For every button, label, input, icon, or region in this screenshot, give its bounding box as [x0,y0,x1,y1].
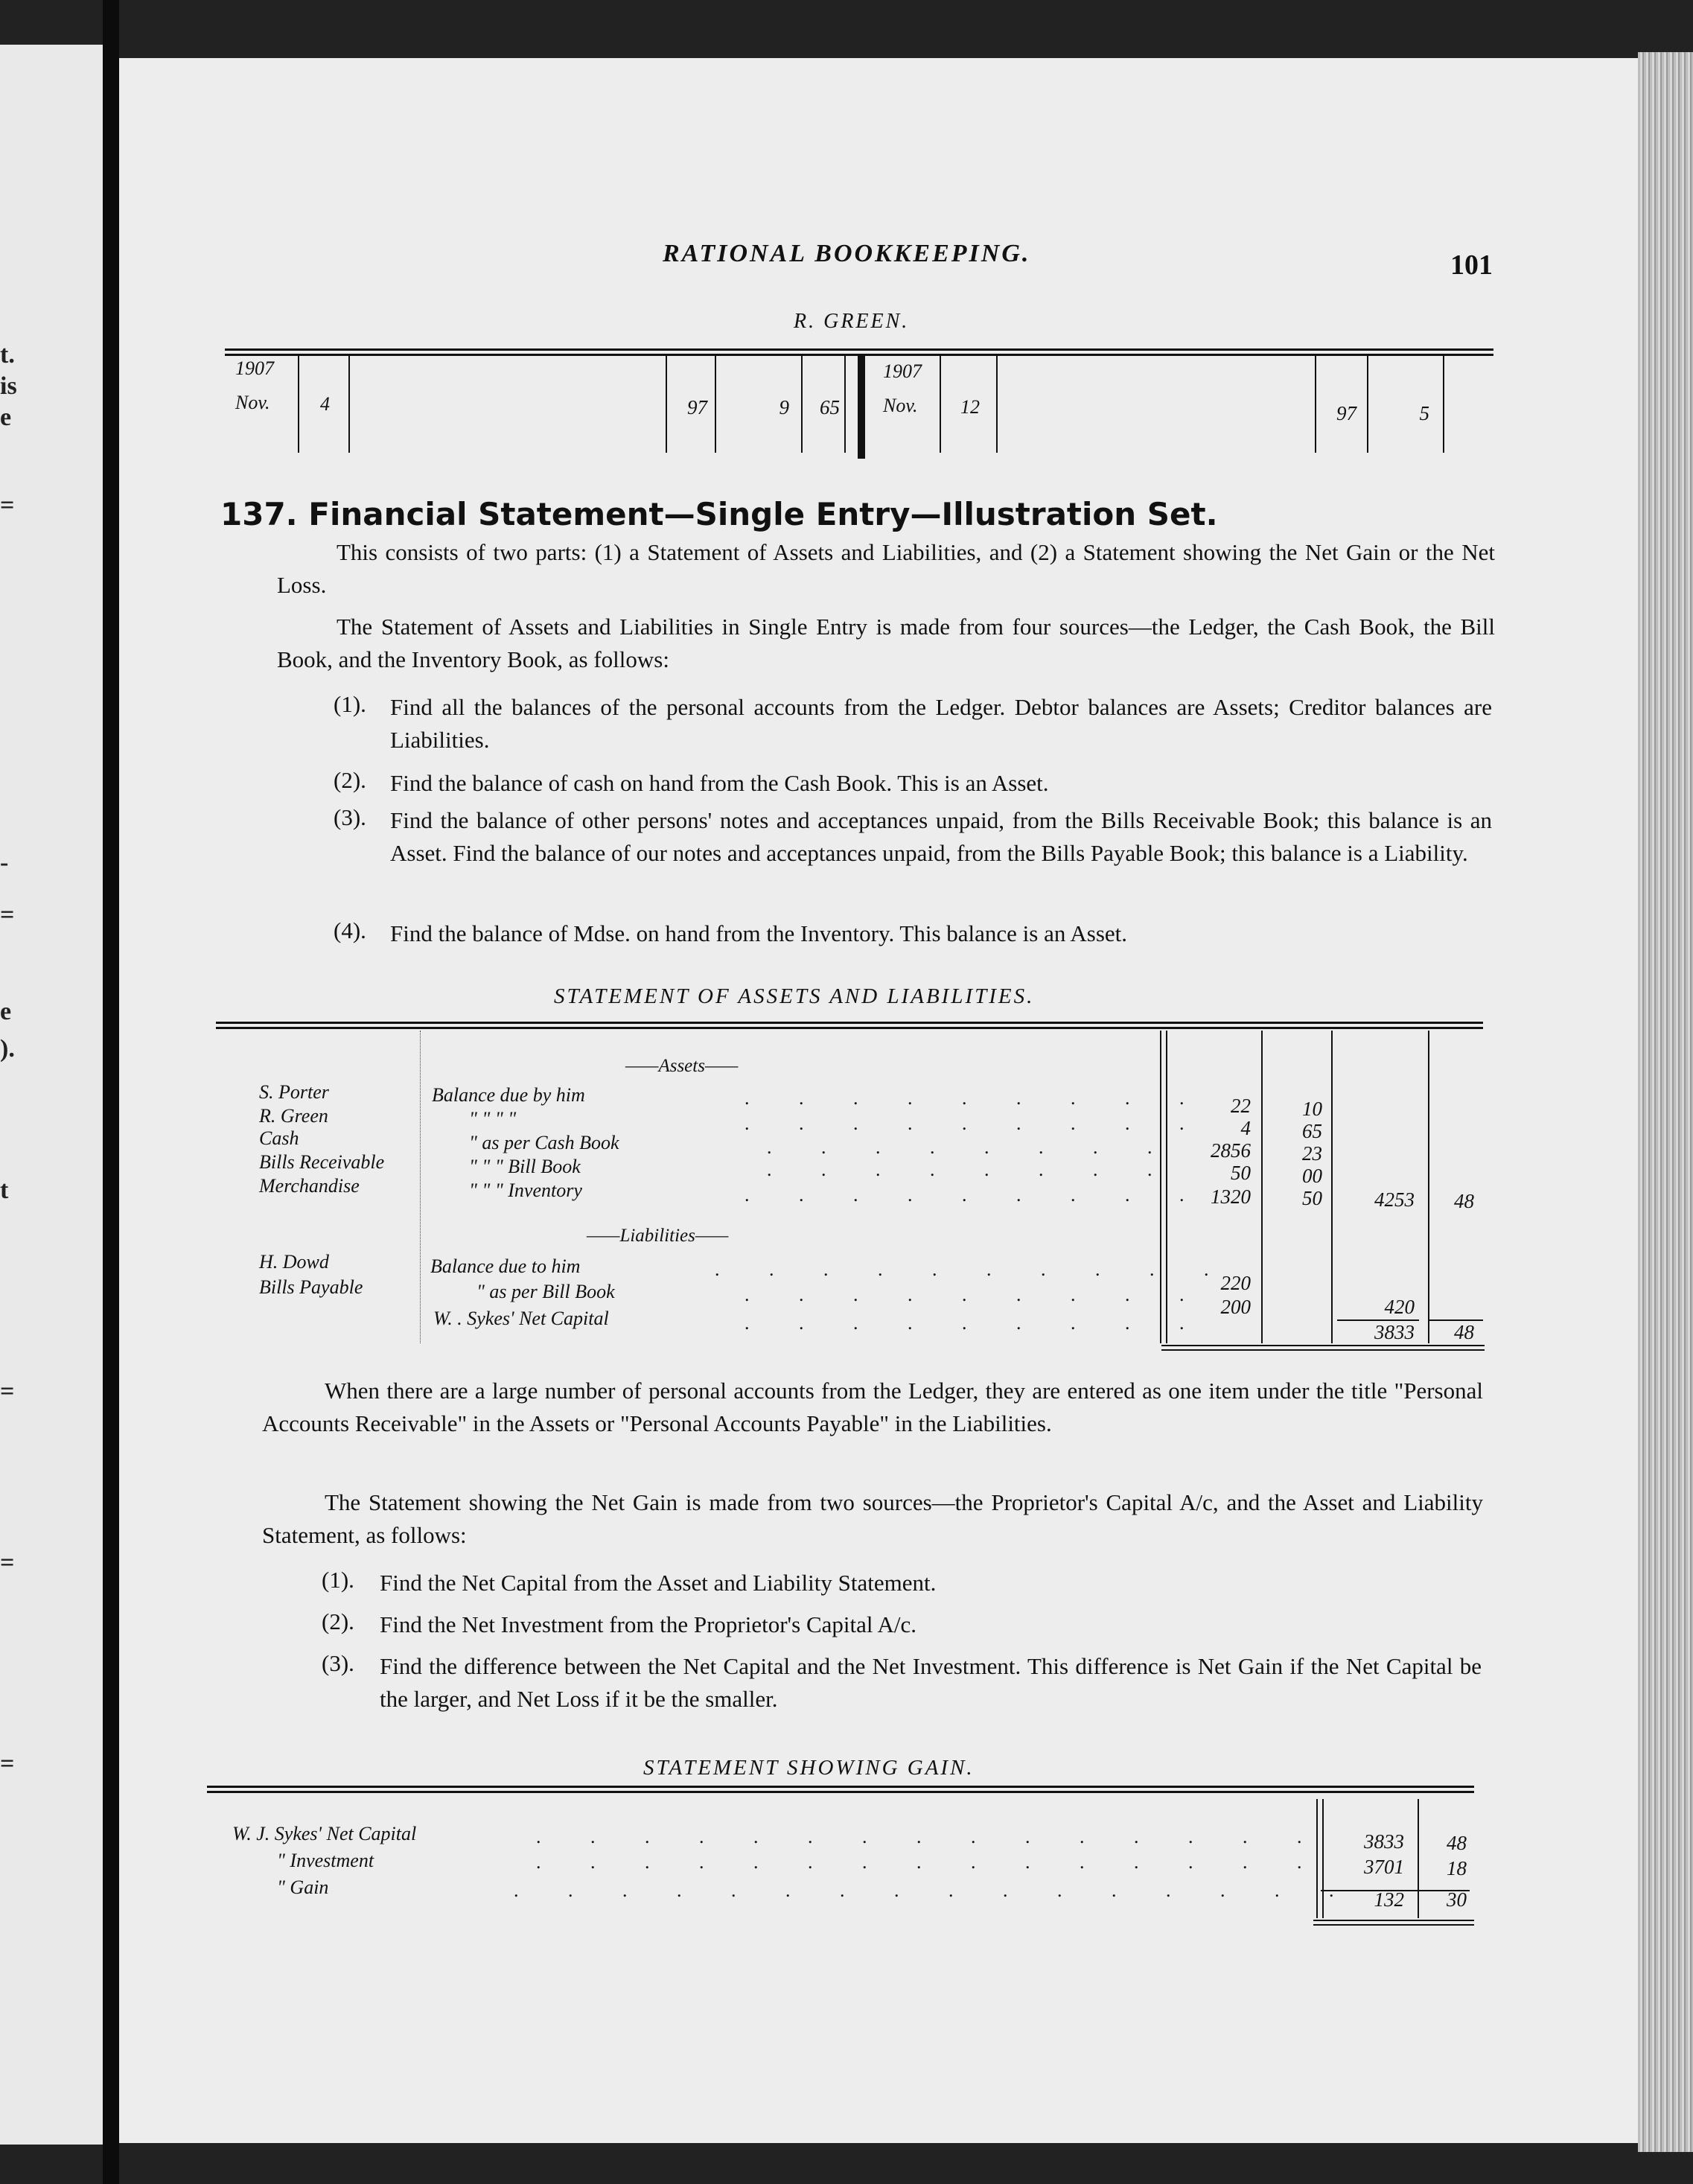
statement-gain-caption: STATEMENT SHOWING GAIN. [643,1756,975,1780]
asset-amount: 4 [1240,1117,1251,1139]
liability-amount: 220 [1220,1272,1251,1294]
ledger-column-rule [844,356,846,453]
ledger-credit-folio: 97 [1336,402,1356,424]
ledger-column-rule [666,356,667,453]
asset-description: " " " Bill Book [469,1156,581,1177]
left-fragment: = [0,1750,15,1777]
statement-al-caption: STATEMENT OF ASSETS AND LIABILITIES. [554,984,1035,1008]
asset-amount: 1320 [1211,1185,1251,1208]
ledger-center-rule [858,356,865,459]
ledger-debit-year: 1907 [235,357,274,379]
gain-row-cents: 18 [1447,1857,1467,1879]
asset-amount: 50 [1231,1162,1251,1184]
step-text: Find the balance of cash on hand from the Cash Book. This is an Asset. [390,770,1049,796]
gain-row-name: " Gain [277,1876,329,1898]
assets-label: ——Assets—— [625,1056,739,1076]
page-number: 101 [1450,249,1493,281]
asset-cents: 50 [1302,1187,1322,1209]
subtotal-rule [1429,1319,1483,1321]
leader-dots: . . . . . . . . . . [715,1258,1231,1280]
ledger-column-rule [940,356,941,453]
statement-al-column-rule [1428,1031,1429,1343]
leader-dots: . . . . . . . . [767,1136,1175,1158]
ledger-column-rule [1443,356,1444,453]
statement-al-bottom-rule [1161,1345,1485,1346]
statement-al-column-rule [1331,1031,1333,1343]
ledger-column-rule [1315,356,1316,453]
asset-name: Merchandise [259,1175,360,1197]
section-heading: 137. Financial Statement—Single Entry—Illustration Set. [220,496,1218,532]
left-fragment: - [0,849,9,876]
left-page-fragment [0,45,103,2145]
page-edges [1638,52,1693,2152]
asset-description: Balance due by him [432,1084,585,1106]
ledger-credit-month: Nov. [883,395,918,416]
leader-dots: . . . . . . . . [767,1159,1175,1180]
book-spine [103,0,119,2184]
left-fragment: ). [0,1035,15,1063]
ledger-credit-amount: 5 [1419,402,1429,424]
asset-description: " " " Inventory [469,1179,582,1201]
statement-gain-column-rule [1418,1799,1419,1918]
leader-dots: . . . . . . . . . [745,1112,1207,1134]
liability-name: H. Dowd [259,1251,329,1273]
running-head: RATIONAL BOOKKEEPING. [663,240,1031,267]
ledger-column-rule [348,356,350,453]
statement-gain-bottom-rule [1313,1924,1474,1926]
ledger-debit-amount: 9 [779,396,789,418]
statement-al-top-rule [216,1022,1483,1029]
asset-name: S. Porter [259,1081,329,1103]
ledger-debit-month: Nov. [235,392,270,413]
ledger-column-rule [801,356,803,453]
net-capital-description: W. . Sykes' Net Capital [433,1308,609,1329]
ledger-column-rule [996,356,998,453]
asset-name: R. Green [259,1105,328,1127]
asset-cents: 65 [1302,1120,1322,1142]
gain-row-amount: 3833 [1364,1830,1404,1853]
ledger-debit-cents: 65 [820,396,840,418]
liability-description: " as per Bill Book [476,1281,615,1302]
ledger-debit-day: 4 [320,393,330,415]
liabilities-total-amount: 420 [1384,1296,1415,1318]
left-fragment: = [0,1549,15,1576]
left-fragment: = [0,491,15,519]
step-number: (1). [334,691,366,717]
left-fragment: e [0,404,12,431]
leader-dots: . . . . . . . . . . . . . . . [536,1826,1324,1847]
ledger-credit-year: 1907 [883,360,922,382]
step-number: (3). [334,804,366,830]
intro-paragraph-2: The Statement of Assets and Liabilities in Single Entry is made from four sources—the Ledger, the Cash Book, the Bill Book, and the Inventory Book, as follows: [277,614,1495,672]
ledger-column-rule [715,356,716,453]
ledger-account-name: R. GREEN. [794,310,910,333]
step-number: (4). [334,917,366,943]
gain-row-cents: 30 [1447,1888,1467,1911]
leader-dots: . . . . . . . . . [745,1284,1207,1305]
asset-name: Cash [259,1127,299,1149]
left-fragment: t [0,1177,9,1204]
gain-row-name: " Investment [277,1850,374,1871]
asset-description: " " " " [469,1108,517,1130]
step-number: (2). [322,1608,354,1634]
gain-row-name: W. J. Sykes' Net Capital [232,1823,417,1844]
step-text: Find all the balances of the personal accounts from the Ledger. Debtor balances are Assets; Creditor balances are Liabilities. [390,694,1492,753]
middle-paragraph-2: The Statement showing the Net Gain is made from two sources—the Proprietor's Capital A/c, and the Asset and Liability Statement, as follows: [262,1489,1483,1548]
step-number: (1). [322,1567,354,1593]
middle-paragraph-1: When there are a large number of personal accounts from the Ledger, they are entered as one item under the title "Personal Accounts Receivable" in the Assets or "Personal Accounts Payable" in the Liabilities. [262,1378,1483,1436]
asset-cents: 00 [1302,1165,1322,1187]
intro-paragraph-1: This consists of two parts: (1) a Statement of Assets and Liabilities, and (2) a Statement showing the Net Gain or the Net Loss. [277,539,1495,598]
left-fragment: is [0,372,17,400]
left-fragment: t. [0,341,15,369]
asset-cents: 10 [1302,1098,1322,1120]
liability-amount: 200 [1220,1296,1251,1318]
net-capital-cents: 48 [1454,1321,1474,1343]
assets-total-amount: 4253 [1374,1188,1415,1211]
gain-row-cents: 48 [1447,1832,1467,1854]
ledger-debit-folio: 97 [687,396,707,418]
asset-description: " as per Cash Book [469,1132,619,1153]
leader-dots: . . . . . . . . . [745,1312,1207,1334]
step-text: Find the Net Investment from the Proprietor's Capital A/c. [380,1611,917,1637]
ledger-column-rule [1367,356,1368,453]
asset-amount: 2856 [1211,1139,1251,1162]
statement-gain-top-rule [207,1786,1474,1793]
step-text: Find the balance of other persons' notes and acceptances unpaid, from the Bills Receivable Book; this balance is an Asset. Find the balance of our notes and acceptances unpaid, from the Bills Payable Book; this balance is a Liability. [390,807,1492,866]
left-fragment: = [0,1378,15,1405]
step-text: Find the balance of Mdse. on hand from the Inventory. This balance is an Asset. [390,920,1128,946]
liabilities-label: ——Liabilities—— [587,1226,729,1246]
net-capital-amount: 3833 [1374,1321,1415,1343]
step-number: (3). [322,1650,354,1676]
left-fragment: e [0,998,12,1025]
leader-dots: . . . . . . . . . . . . . . . . [514,1879,1356,1901]
assets-total-cents: 48 [1454,1190,1474,1212]
ledger-top-rule [225,348,1493,356]
statement-al-bottom-rule [1161,1349,1485,1351]
leader-dots: . . . . . . . . . . . . . . . [536,1851,1324,1873]
left-fragment: = [0,901,15,929]
statement-gain-bottom-rule [1313,1920,1474,1921]
asset-amount: 22 [1231,1095,1251,1117]
liability-name: Bills Payable [259,1276,363,1298]
liability-description: Balance due to him [430,1255,581,1277]
gain-row-amount: 132 [1374,1888,1404,1911]
leader-dots: . . . . . . . . . [745,1087,1207,1109]
gain-row-amount: 3701 [1364,1856,1404,1878]
asset-name: Bills Receivable [259,1151,385,1173]
asset-cents: 23 [1302,1142,1322,1165]
statement-al-name-rule [420,1031,421,1343]
statement-al-column-rule [1261,1031,1263,1343]
ledger-credit-day: 12 [960,396,980,418]
ledger-column-rule [298,356,299,453]
leader-dots: . . . . . . . . . [745,1184,1207,1206]
step-number: (2). [334,767,366,793]
step-text: Find the Net Capital from the Asset and Liability Statement. [380,1570,937,1596]
step-text: Find the difference between the Net Capital and the Net Investment. This difference is Net Gain if the Net Capital be the larger, and Net Loss if it be the smaller. [380,1653,1482,1712]
